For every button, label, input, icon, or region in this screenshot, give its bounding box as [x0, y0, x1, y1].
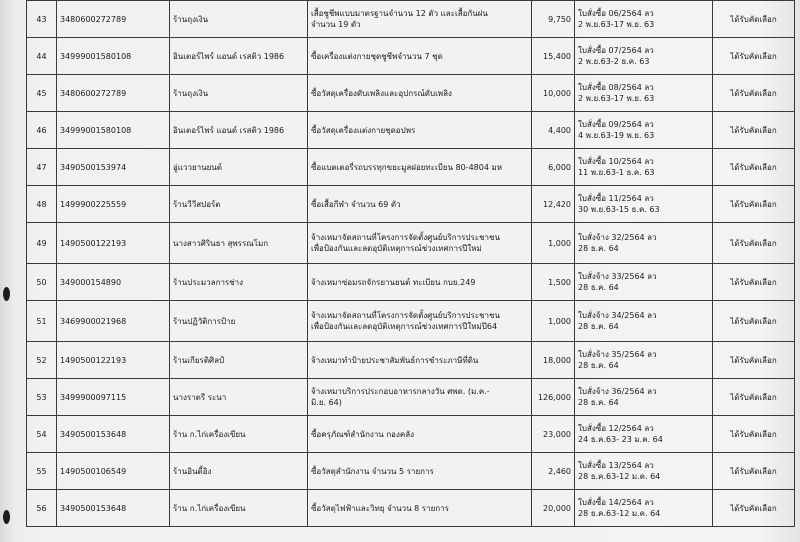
reference-cell-line: ใบสั่งซื้อ 10/2564 ลว	[578, 157, 654, 166]
reference-cell-line: 28 ธ.ค. 64	[578, 322, 619, 331]
status-cell: ได้รับคัดเลือก	[713, 490, 795, 527]
amount-cell: 2,460	[532, 453, 575, 490]
vendor-cell: อู่แววยานยนต์	[170, 149, 308, 186]
amount-cell: 20,000	[532, 490, 575, 527]
tax-id-cell: 3499900097115	[57, 379, 170, 416]
tax-id-cell: 3469900021968	[57, 301, 170, 342]
procurement-table	[26, 0, 795, 527]
reference-cell-line: 2 พ.ย.63-17 พ.ย. 63	[578, 20, 655, 29]
amount-cell: 6,000	[532, 149, 575, 186]
item-cell	[308, 75, 532, 112]
row-number: 46	[27, 112, 57, 149]
reference-cell-line: ใบสั่งซื้อ 07/2564 ลว	[578, 46, 654, 55]
reference-cell	[575, 453, 713, 490]
vendor-cell: ร้านถุงเงิน	[170, 1, 308, 38]
status-cell: ได้รับคัดเลือก	[713, 186, 795, 223]
item-cell-line: จ้างเหมาบริการประกอบอาหารกลางวัน ศพด. (ม.ค.-	[311, 387, 490, 396]
reference-cell-line: 2 พ.ย.63-17 พ.ย. 63	[578, 94, 655, 103]
table-row	[27, 38, 795, 75]
item-cell	[308, 223, 532, 264]
item-cell	[308, 186, 532, 223]
status-cell: ได้รับคัดเลือก	[713, 453, 795, 490]
reference-cell	[575, 149, 713, 186]
item-cell	[308, 301, 532, 342]
reference-cell-line: 28 ธ.ค. 64	[578, 244, 619, 253]
item-cell-line: จ้างเหมาจัดสถานที่โครงการจัดตั้งศูนย์บริการประชาชน	[311, 233, 500, 242]
row-number: 51	[27, 301, 57, 342]
vendor-cell: ร้านวีวีสปอร์ต	[170, 186, 308, 223]
vendor-cell: นางสาวศิรินธา สุพรรณโมก	[170, 223, 308, 264]
amount-cell: 1,000	[532, 301, 575, 342]
table-body	[27, 1, 795, 527]
vendor-cell: นางราตรี ระนา	[170, 379, 308, 416]
item-cell-line: เสื้อชูชีพแบบมาตรฐานจำนวน 12 ตัว และเสื้อกันฝน	[311, 9, 488, 18]
status-cell: ได้รับคัดเลือก	[713, 264, 795, 301]
reference-cell-line: 28 ธ.ค.63-12 ม.ค. 64	[578, 509, 661, 518]
reference-cell-line: ใบสั่งจ้าง 33/2564 ลว	[578, 272, 657, 281]
table-row	[27, 75, 795, 112]
amount-cell: 126,000	[532, 379, 575, 416]
reference-cell-line: 30 พ.ย.63-15 ธ.ค. 63	[578, 205, 660, 214]
reference-cell	[575, 416, 713, 453]
table-row	[27, 342, 795, 379]
table-row	[27, 490, 795, 527]
tax-id-cell: 3480600272789	[57, 75, 170, 112]
reference-cell-line: ใบสั่งจ้าง 34/2564 ลว	[578, 311, 657, 320]
reference-cell-line: ใบสั่งจ้าง 36/2564 ลว	[578, 387, 657, 396]
row-number: 55	[27, 453, 57, 490]
row-number: 53	[27, 379, 57, 416]
reference-cell	[575, 186, 713, 223]
reference-cell	[575, 264, 713, 301]
tax-id-cell: 1499900225559	[57, 186, 170, 223]
tax-id-cell: 34999001580108	[57, 112, 170, 149]
reference-cell	[575, 38, 713, 75]
reference-cell	[575, 490, 713, 527]
amount-cell: 15,400	[532, 38, 575, 75]
item-cell-line: จ้างเหมาทำป้ายประชาสัมพันธ์การชำระภาษีที่ดิน	[311, 355, 479, 365]
tax-id-cell: 1490500122193	[57, 223, 170, 264]
punch-hole	[3, 510, 10, 524]
reference-cell	[575, 379, 713, 416]
row-number: 52	[27, 342, 57, 379]
amount-cell: 12,420	[532, 186, 575, 223]
item-cell	[308, 379, 532, 416]
tax-id-cell: 349000154890	[57, 264, 170, 301]
reference-cell-line: ใบสั่งซื้อ 06/2564 ลว	[578, 9, 654, 18]
table-row	[27, 379, 795, 416]
status-cell: ได้รับคัดเลือก	[713, 379, 795, 416]
tax-id-cell: 3480600272789	[57, 1, 170, 38]
row-number: 44	[27, 38, 57, 75]
item-cell	[308, 490, 532, 527]
reference-cell-line: 4 พ.ย.63-19 พ.ย. 63	[578, 131, 655, 140]
table-row	[27, 112, 795, 149]
reference-cell	[575, 1, 713, 38]
row-number: 56	[27, 490, 57, 527]
item-cell-line: เพื่อป้องกันและลดอุบัติเหตุการณ์ช่วงเทศการปีใหม่	[311, 244, 482, 253]
item-cell	[308, 264, 532, 301]
item-cell-line: ซื้อวัสดุสำนักงาน จำนวน 5 รายการ	[311, 466, 434, 476]
reference-cell	[575, 112, 713, 149]
vendor-cell: ร้านอินดี้อิง	[170, 453, 308, 490]
reference-cell-line: 2 พ.ย.63-2 ธ.ค. 63	[578, 57, 650, 66]
row-number: 54	[27, 416, 57, 453]
item-cell	[308, 112, 532, 149]
reference-cell-line: 11 พ.ย.63-1 ธ.ค. 63	[578, 168, 655, 177]
item-cell-line: ซื้อเครื่องแต่งกายชุดชูชีพจำนวน 7 ชุด	[311, 51, 443, 61]
item-cell-line: จำนวน 19 ตัว	[311, 20, 361, 29]
reference-cell-line: 24 ธ.ค.63- 23 ม.ค. 64	[578, 435, 663, 444]
table-row	[27, 301, 795, 342]
row-number: 45	[27, 75, 57, 112]
reference-cell-line: ใบสั่งซื้อ 14/2564 ลว	[578, 498, 654, 507]
reference-cell-line: ใบสั่งซื้อ 13/2564 ลว	[578, 461, 654, 470]
item-cell	[308, 453, 532, 490]
amount-cell: 9,750	[532, 1, 575, 38]
tax-id-cell: 3490500153648	[57, 490, 170, 527]
status-cell: ได้รับคัดเลือก	[713, 223, 795, 264]
amount-cell: 10,000	[532, 75, 575, 112]
tax-id-cell: 3490500153648	[57, 416, 170, 453]
vendor-cell: ร้าน ก.ไก่เครื่องเขียน	[170, 490, 308, 527]
item-cell	[308, 1, 532, 38]
reference-cell-line: ใบสั่งซื้อ 08/2564 ลว	[578, 83, 654, 92]
vendor-cell: ร้านเกียรติศิลป์	[170, 342, 308, 379]
item-cell	[308, 342, 532, 379]
vendor-cell: ร้านปฏิวัติการป้าย	[170, 301, 308, 342]
row-number: 43	[27, 1, 57, 38]
table-row	[27, 186, 795, 223]
vendor-cell: ร้านถุงเงิน	[170, 75, 308, 112]
tax-id-cell: 1490500106549	[57, 453, 170, 490]
reference-cell-line: 28 ธ.ค. 64	[578, 361, 619, 370]
vendor-cell: ร้านประมวลการช่าง	[170, 264, 308, 301]
table-row	[27, 453, 795, 490]
item-cell-line: ซื้อครุภัณฑ์สำนักงาน กองคลัง	[311, 429, 415, 439]
tax-id-cell: 34999001580108	[57, 38, 170, 75]
amount-cell: 18,000	[532, 342, 575, 379]
status-cell: ได้รับคัดเลือก	[713, 75, 795, 112]
status-cell: ได้รับคัดเลือก	[713, 416, 795, 453]
reference-cell	[575, 75, 713, 112]
item-cell-line: ซื้อวัสดุไฟฟ้าและวิทยุ จำนวน 8 รายการ	[311, 503, 449, 513]
row-number: 49	[27, 223, 57, 264]
amount-cell: 1,500	[532, 264, 575, 301]
vendor-cell: ร้าน ก.ไก่เครื่องเขียน	[170, 416, 308, 453]
item-cell	[308, 38, 532, 75]
punch-hole	[3, 287, 10, 301]
reference-cell-line: 28 ธ.ค. 64	[578, 398, 619, 407]
item-cell-line: ซื้อวัสดุเครื่องแต่งกายชุดอปพร	[311, 125, 416, 135]
item-cell	[308, 416, 532, 453]
reference-cell	[575, 342, 713, 379]
item-cell-line: ซื้อเสื้อกีฬา จำนวน 69 ตัว	[311, 199, 401, 209]
status-cell: ได้รับคัดเลือก	[713, 149, 795, 186]
table-row	[27, 149, 795, 186]
amount-cell: 23,000	[532, 416, 575, 453]
item-cell-line: จ้างเหมาจัดสถานที่โครงการจัดตั้งศูนย์บริการประชาชน	[311, 311, 500, 320]
reference-cell-line: ใบสั่งซื้อ 11/2564 ลว	[578, 194, 654, 203]
status-cell: ได้รับคัดเลือก	[713, 1, 795, 38]
row-number: 48	[27, 186, 57, 223]
reference-cell-line: ใบสั่งซื้อ 12/2564 ลว	[578, 424, 654, 433]
item-cell-line: ซื้อวัสดุเครื่องดับเพลิงและอุปกรณ์ดับเพลิง	[311, 88, 452, 98]
table-row	[27, 416, 795, 453]
tax-id-cell: 1490500122193	[57, 342, 170, 379]
row-number: 47	[27, 149, 57, 186]
item-cell	[308, 149, 532, 186]
table-row	[27, 264, 795, 301]
reference-cell-line: 28 ธ.ค.63-12 ม.ค. 64	[578, 472, 661, 481]
vendor-cell: อินเตอร์ไพร์ แอนด์ เรสติว 1986	[170, 112, 308, 149]
amount-cell: 4,400	[532, 112, 575, 149]
reference-cell-line: ใบสั่งจ้าง 32/2564 ลว	[578, 233, 657, 242]
status-cell: ได้รับคัดเลือก	[713, 301, 795, 342]
reference-cell	[575, 223, 713, 264]
item-cell-line: จ้างเหมาซ่อมรถจักรยานยนต์ ทะเบียน กบย.249	[311, 277, 476, 287]
reference-cell	[575, 301, 713, 342]
vendor-cell: อินเตอร์ไพร์ แอนด์ เรสติว 1986	[170, 38, 308, 75]
table-row	[27, 1, 795, 38]
row-number: 50	[27, 264, 57, 301]
table-row	[27, 223, 795, 264]
reference-cell-line: 28 ธ.ค. 64	[578, 283, 619, 292]
item-cell-line: ซื้อแบตเตอรี่รถบรรทุกขยะมูลฝอยทะเบียน 80-4804 มห	[311, 162, 503, 172]
item-cell-line: มิ.ย. 64)	[311, 398, 342, 407]
reference-cell-line: ใบสั่งซื้อ 09/2564 ลว	[578, 120, 654, 129]
item-cell-line: เพื่อป้องกันและลดอุบัติเหตุการณ์ช่วงเทศการปีใหม่ปี64	[311, 322, 498, 331]
status-cell: ได้รับคัดเลือก	[713, 38, 795, 75]
reference-cell-line: ใบสั่งจ้าง 35/2564 ลว	[578, 350, 657, 359]
amount-cell: 1,000	[532, 223, 575, 264]
tax-id-cell: 3490500153974	[57, 149, 170, 186]
status-cell: ได้รับคัดเลือก	[713, 112, 795, 149]
status-cell: ได้รับคัดเลือก	[713, 342, 795, 379]
